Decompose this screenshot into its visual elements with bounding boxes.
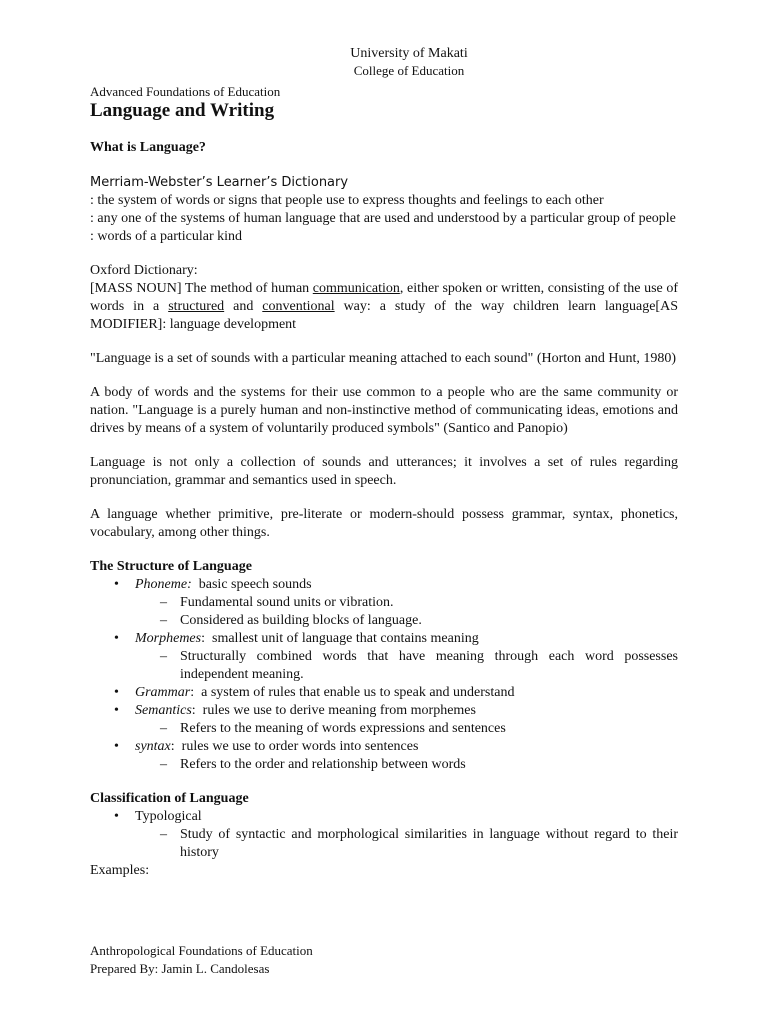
desc-grammar: : a system of rules that enable us to speak and understand (190, 685, 515, 700)
sub-item-text: Refers to the meaning of words expressions and sentences (180, 721, 506, 736)
paragraph-body-of-words: A body of words and the systems for their use common to a people who are the same community or nation. "Language is a purely human and non-instinctive method of communicating ideas, emotions and drives by means of a system of voluntarily produced symbols" (Santico and Panopio) (90, 385, 678, 436)
document-page (90, 45, 678, 880)
list-item (135, 720, 678, 738)
oxford-text-2: , either spoken or written, consisting of the use of words in a (90, 281, 679, 314)
term-syntax: syntax (135, 739, 171, 754)
term-semantics: Semantics (135, 703, 192, 718)
term-grammar: Grammar (135, 685, 191, 700)
bullet-marker: • (114, 577, 119, 592)
bullet-marker: • (114, 631, 119, 646)
dash-marker: – (160, 827, 167, 842)
sublist-semantics (135, 720, 678, 738)
dash-marker: – (160, 757, 167, 772)
sub-item-text: Study of syntactic and morphological similarities in language without regard to their history (180, 827, 678, 860)
list-item-morphemes (90, 630, 678, 684)
bullet-marker: • (114, 685, 119, 700)
page-title: Language and Writing (90, 100, 275, 121)
desc-phoneme: basic speech sounds (191, 577, 312, 592)
sublist-phoneme (135, 594, 678, 630)
bullet-marker: • (114, 739, 119, 754)
oxford-text-4: way: a study of the way children learn language[AS MODIFIER]: language development (90, 299, 678, 332)
oxford-source: Oxford Dictionary: (90, 263, 198, 278)
list-item (135, 648, 678, 684)
page-footer (90, 942, 313, 978)
dash-marker: – (160, 721, 167, 736)
oxford-text-3: and (224, 299, 263, 314)
heading-classification: Classification of Language (90, 791, 249, 806)
paragraph-rules: Language is not only a collection of sounds and utterances; it involves a set of rules regarding pronunciation, grammar and semantics used in speech. (90, 455, 678, 488)
bullet-marker: • (114, 703, 119, 718)
sublist-morphemes (135, 648, 678, 684)
sublist-syntax (135, 756, 678, 774)
sub-item-text: Considered as building blocks of language. (180, 613, 422, 628)
list-item (135, 756, 678, 774)
document-header (140, 45, 678, 78)
list-item-phoneme (90, 576, 678, 630)
footer-author: Prepared By: Jamin L. Candolesas (90, 961, 270, 976)
dash-marker: – (160, 595, 167, 610)
list-item (135, 594, 678, 612)
sub-item-text: Fundamental sound units or vibration. (180, 595, 394, 610)
mw-definition-3: : words of a particular kind (90, 229, 243, 244)
link-conventional[interactable]: conventional (262, 299, 335, 314)
heading-structure-of-language: The Structure of Language (90, 559, 252, 574)
list-item-typological (90, 808, 678, 862)
oxford-definition (90, 280, 678, 334)
mw-definition-1: : the system of words or signs that people use to express thoughts and feelings to each other (90, 193, 604, 208)
list-item (135, 612, 678, 630)
sub-item-text: Refers to the order and relationship between words (180, 757, 466, 772)
term-typological: Typological (135, 809, 202, 824)
sub-item-text: Structurally combined words that have meaning through each word possesses independent meaning. (180, 649, 678, 682)
university-name: University of Makati (350, 46, 468, 61)
footer-course: Anthropological Foundations of Education (90, 943, 313, 958)
term-morphemes: Morphemes (135, 631, 202, 646)
desc-morphemes: : smallest unit of language that contains meaning (201, 631, 479, 646)
dash-marker: – (160, 649, 167, 664)
term-phoneme: Phoneme: (135, 577, 192, 592)
paragraph-primitive: A language whether primitive, pre-literate or modern-should possess grammar, syntax, phonetics, vocabulary, among other things. (90, 507, 678, 540)
bullet-marker: • (114, 809, 119, 824)
oxford-text-1: [MASS NOUN] The method of human (90, 281, 313, 296)
desc-syntax: : rules we use to order words into sentences (170, 739, 419, 754)
course-name: Advanced Foundations of Education (90, 84, 281, 99)
desc-semantics: : rules we use to derive meaning from morphemes (191, 703, 476, 718)
list-item (135, 826, 678, 862)
structure-list (90, 576, 678, 774)
heading-what-is-language: What is Language? (90, 140, 206, 155)
classification-list (90, 808, 678, 862)
mw-definition-2: : any one of the systems of human language that are used and understood by a particular group of people (90, 211, 676, 226)
link-structured[interactable]: structured (168, 299, 225, 314)
merriam-webster-source: Merriam-Webster’s Learner’s Dictionary (90, 175, 349, 190)
horton-hunt-quote: "Language is a set of sounds with a particular meaning attached to each sound" (Horton and Hunt, 1980) (90, 351, 677, 366)
college-name: College of Education (353, 63, 465, 78)
list-item-grammar (90, 684, 678, 702)
list-item-syntax (90, 738, 678, 774)
link-communication[interactable]: communication (312, 281, 400, 296)
dash-marker: – (160, 613, 167, 628)
sublist-typological (135, 826, 678, 862)
list-item-semantics (90, 702, 678, 738)
examples-label: Examples: (90, 863, 150, 878)
